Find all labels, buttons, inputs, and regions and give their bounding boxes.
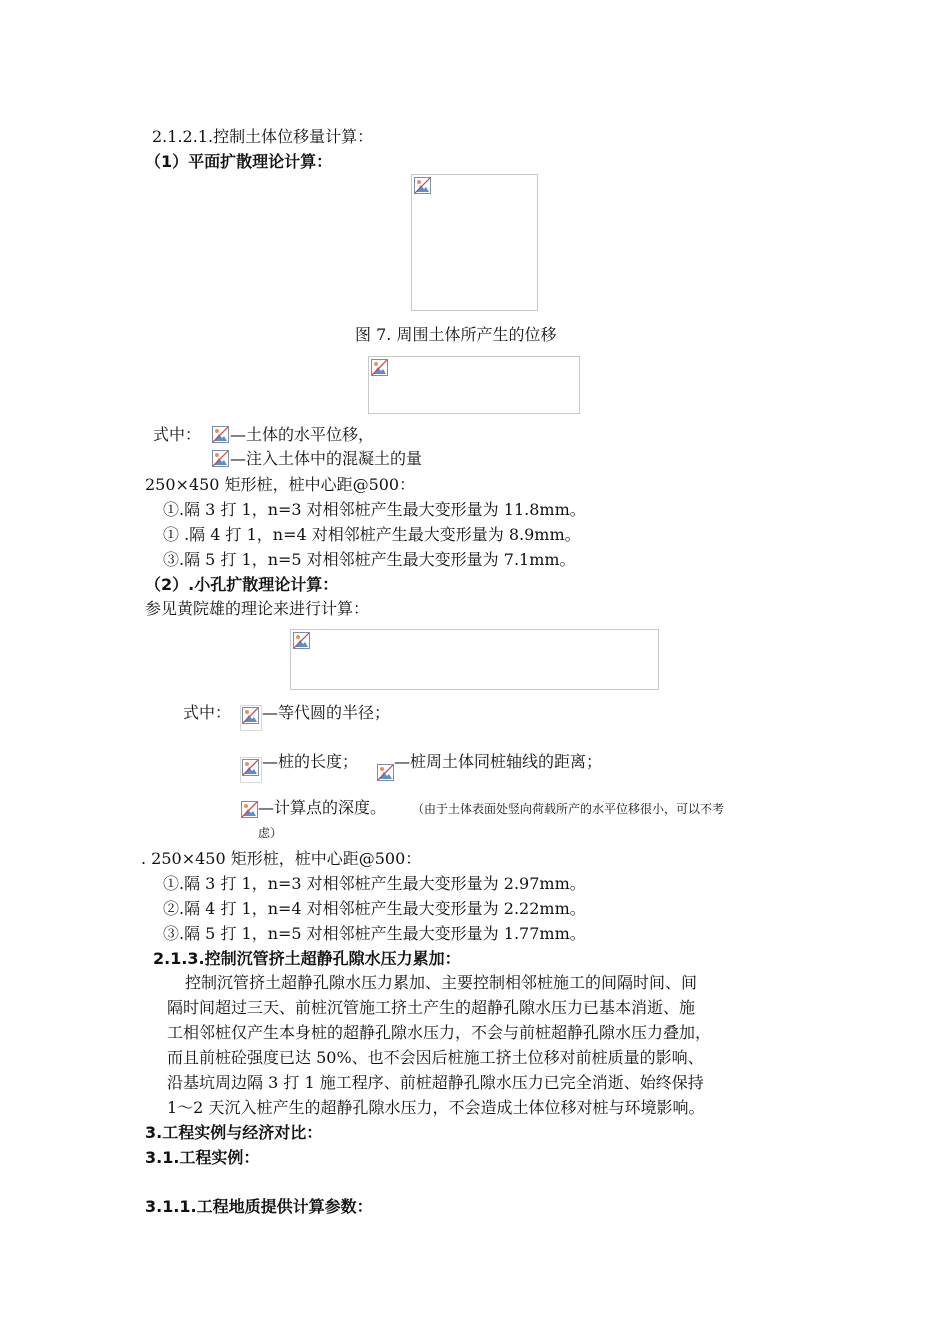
broken-image-icon xyxy=(377,764,394,781)
section-heading-3-1-1: 3.1.1.工程地质提供计算参数： xyxy=(145,1197,373,1216)
result-b1: ①.隔 3 打 1，n=3 对相邻桩产生最大变形量为 2.97mm。 xyxy=(163,874,586,893)
broken-image-icon xyxy=(242,759,259,776)
paragraph-line: 沿基坑周边隔 3 打 1 施工程序、前桩超静孔隙水压力已完全消逝、始终保持 xyxy=(167,1073,704,1092)
var-image-box xyxy=(240,757,262,783)
figure-7-image xyxy=(411,174,538,311)
pile-spec-1: 250×450 矩形桩，桩中心距@500： xyxy=(145,475,416,494)
section-heading-3: 3.工程实例与经济对比： xyxy=(145,1123,323,1142)
section-heading-3-1: 3.1.工程实例： xyxy=(145,1148,260,1167)
note-line-2: 虑） xyxy=(258,826,283,840)
broken-image-icon xyxy=(241,801,258,818)
broken-image-icon xyxy=(293,632,310,649)
broken-image-icon xyxy=(212,450,229,467)
paragraph-line: 1～2 天沉入桩产生的超静孔隙水压力，不会造成土体位移对桩与环境影响。 xyxy=(167,1098,705,1117)
var-pile-length: —桩的长度； xyxy=(262,752,359,771)
var-point-depth: —计算点的深度。 xyxy=(258,798,387,817)
broken-image-icon xyxy=(212,426,229,443)
result-b2: ②.隔 4 打 1，n=4 对相邻桩产生最大变形量为 2.22mm。 xyxy=(163,899,586,918)
note-line-1: （由于土体表面处竖向荷载所产的水平位移很小，可以不考 xyxy=(412,802,725,816)
result-a3: ③.隔 5 打 1，n=5 对相邻桩产生最大变形量为 7.1mm。 xyxy=(163,550,576,569)
paragraph-line: 工相邻桩仅产生本身桩的超静孔隙水压力，不会与前桩超静孔隙水压力叠加， xyxy=(167,1023,712,1042)
paragraph-line: 控制沉管挤土超静孔隙水压力累加、主要控制相邻桩施工的间隔时间、间 xyxy=(185,973,698,992)
subheading-small-hole-diffusion: （2）.小孔扩散理论计算： xyxy=(145,575,339,594)
reference-text: 参见黄院雄的理论来进行计算： xyxy=(145,599,370,618)
section-heading-2-1-2-1: 2.1.2.1.控制土体位移量计算： xyxy=(152,127,374,146)
paragraph-line: 隔时间超过三天、前桩沉管施工挤土产生的超静孔隙水压力已基本消逝、施 xyxy=(167,998,696,1017)
result-a1: ①.隔 3 打 1，n=3 对相邻桩产生最大变形量为 11.8mm。 xyxy=(163,500,586,519)
subheading-plane-diffusion: （1）平面扩散理论计算： xyxy=(145,152,333,171)
var-distance-to-axis: —桩周土体同桩轴线的距离； xyxy=(394,752,603,771)
broken-image-icon xyxy=(242,707,259,724)
var-equivalent-radius: —等代圆的半径； xyxy=(262,703,391,722)
result-b3: ③.隔 5 打 1，n=5 对相邻桩产生最大变形量为 1.77mm。 xyxy=(163,924,586,943)
broken-image-icon xyxy=(371,359,388,376)
paragraph-line: 而且前桩砼强度已达 50%、也不会因后桩施工挤土位移对前桩质量的影响、 xyxy=(167,1048,704,1067)
broken-image-icon xyxy=(414,177,431,194)
var-concrete-volume: —注入土体中的混凝土的量 xyxy=(230,449,423,468)
where-label-2: 式中： xyxy=(183,703,232,722)
result-a2: ① .隔 4 打 1，n=4 对相邻桩产生最大变形量为 8.9mm。 xyxy=(163,525,581,544)
var-horizontal-displacement: —土体的水平位移， xyxy=(230,425,375,444)
formula-2-image xyxy=(290,629,659,690)
pile-spec-2: . 250×450 矩形桩，桩中心距@500： xyxy=(141,849,422,868)
var-image-box xyxy=(240,705,262,731)
figure-7-caption: 图 7. 周围土体所产生的位移 xyxy=(355,325,557,344)
formula-1-image xyxy=(368,356,580,414)
section-heading-2-1-3: 2.1.3.控制沉管挤土超静孔隙水压力累加： xyxy=(153,949,461,968)
where-label-1: 式中： xyxy=(153,425,202,444)
